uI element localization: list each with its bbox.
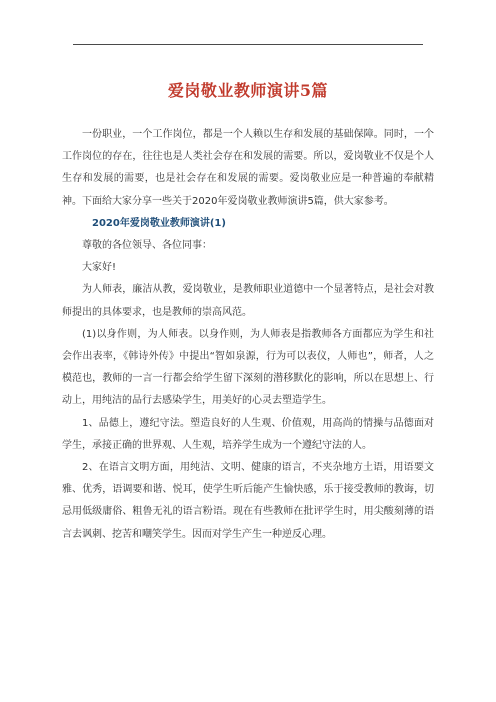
body-paragraph: 2、在语言文明方面，用纯洁、文明、健康的语言，不夹杂地方土语，用语要文雅、优秀，语调要和谐、悦耳，使学生听后能产生愉快感，乐于接受教师的教诲，切忌用低级庸俗、粗鲁无礼的语言粉语。现在有些教师在批评学生时，用尖酸刻薄的语言去讽刺、挖苦和嘲笑学生。因而对学生产生一种逆反心理。 [62,462,434,540]
body-paragraph: 1、品德上，遵纪守法。塑造良好的人生观、价值观，用高尚的情操与品德面对学生，承接正确的世界观、人生观，培养学生成为一个遵纪守法的人。 [62,417,434,451]
section-heading: 2020年爱岗敬业教师演讲(1) [92,217,226,229]
header-rule [73,44,423,45]
body-paragraph: (1)以身作则，为人师表。以身作则，为人师表是指教师各方面都应为学生和社会作出表率，《韩诗外传》中提出“智如泉源，行为可以表仪，人师也”，师者，人之模范也，教师的一言一行都会给学生留下深刻的潜移默化的影响，所以在思想上、行动上，用纯洁的品行去感染学生，用美好的心灵去塑造学生。 [62,328,434,407]
document-title: 爱岗敬业教师演讲5篇 [167,81,329,100]
intro-paragraph: 一份职业，一个工作岗位，都是一个人赖以生存和发展的基础保障。同时，一个工作岗位的存在，往往也是人类社会存在和发展的需要。所以，爱岗敬业不仅是个人生存和发展的需要，也是社会存在和发展的需要。爱岗敬业应是一种普遍的奉献精神。下面给大家分享一些关于2020年爱岗敬业教师演讲5篇，供大家参考。 [62,129,434,207]
document-body [62,124,434,546]
greeting: 大家好! [82,262,117,274]
salutation: 尊敬的各位领导、各位同事： [82,240,212,252]
body-paragraph: 为人师表，廉洁从教，爱岗敬业，是教师职业道德中一个显著特点，是社会对教师提出的具体要求，也是教师的崇高风范。 [62,284,434,318]
